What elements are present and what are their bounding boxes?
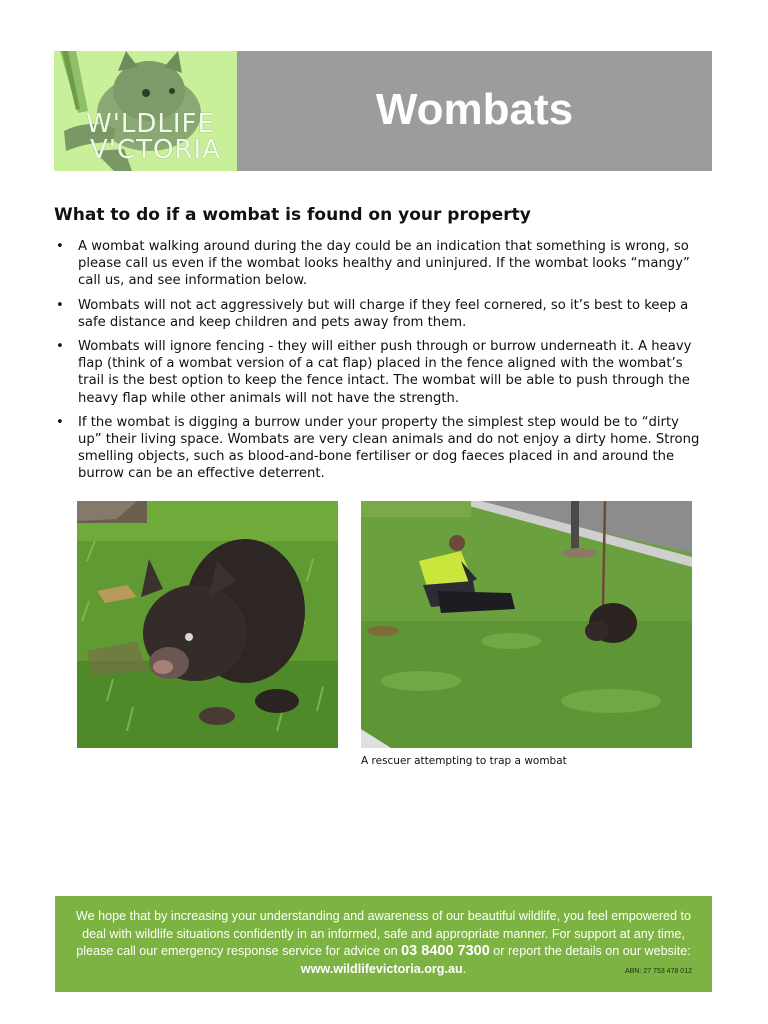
page-header <box>54 51 712 171</box>
footer-text-part: or report the details on our website: <box>489 944 691 959</box>
logo-text-line-1: W'LDLIFE <box>86 109 215 139</box>
rescuer-trapping-wombat-photo <box>361 501 692 748</box>
photo-caption: A rescuer attempting to trap a wombat <box>361 755 567 767</box>
advice-list <box>54 238 706 490</box>
footer-banner <box>55 896 712 992</box>
wombat-closeup-photo <box>77 501 338 748</box>
footer-text-part: We hope that by increasing your understanding and awareness of our beautiful wildlife, you feel empowered to deal with wildlife situations confidently in an informed, safe and appropriate manner. For support at any time, please call our emergency response service for advice on <box>75 909 692 959</box>
list-item-text: Wombats will not act aggressively but will charge if they feel cornered, so it’s best to keep a safe distance and keep children and pets away from them. <box>78 297 689 330</box>
wildlife-victoria-logo <box>54 51 237 171</box>
list-item <box>54 238 706 290</box>
emergency-phone: 03 8400 7300 <box>401 943 490 960</box>
footer-message <box>69 908 698 978</box>
bullet-icon: • <box>56 414 64 430</box>
list-item <box>54 414 706 483</box>
section-heading: What to do if a wombat is found on your property <box>54 205 531 225</box>
page-title: Wombats <box>375 85 574 134</box>
list-item-text: If the wombat is digging a burrow under your property the simplest step would be to “dirty up” their living space. Wombats are very clean animals and do not enjoy a dirty home. Strong smelling objects, such as blood-and-bone fertiliser or dog faeces placed in and around the burrow can be an effective deterrent. <box>78 414 700 482</box>
bullet-icon: • <box>56 339 64 355</box>
list-item-text: Wombats will ignore fencing - they will either push through or burrow underneath it. A heavy flap (think of a wombat version of a cat flap) placed in the fence aligned with the wombat’s trail is the best option to keep the fence intact. The wombat will be able to push through the heavy flap while other animals will not have the strength. <box>78 339 692 406</box>
bullet-icon: • <box>56 297 64 313</box>
website-link[interactable]: www.wildlifevictoria.org.au <box>300 961 463 976</box>
logo-text-line-2: V'CTORIA <box>90 135 221 165</box>
bullet-icon: • <box>56 239 64 254</box>
abn-number: ABN: 27 753 478 012 <box>625 968 692 975</box>
list-item-text: A wombat walking around during the day could be an indication that something is wrong, so please call us even if the wombat looks healthy and uninjured. If the wombat looks “mangy” call us, and see information below. <box>78 239 690 289</box>
list-item <box>54 297 706 331</box>
footer-text-part: . <box>462 961 467 976</box>
list-item <box>54 338 706 407</box>
